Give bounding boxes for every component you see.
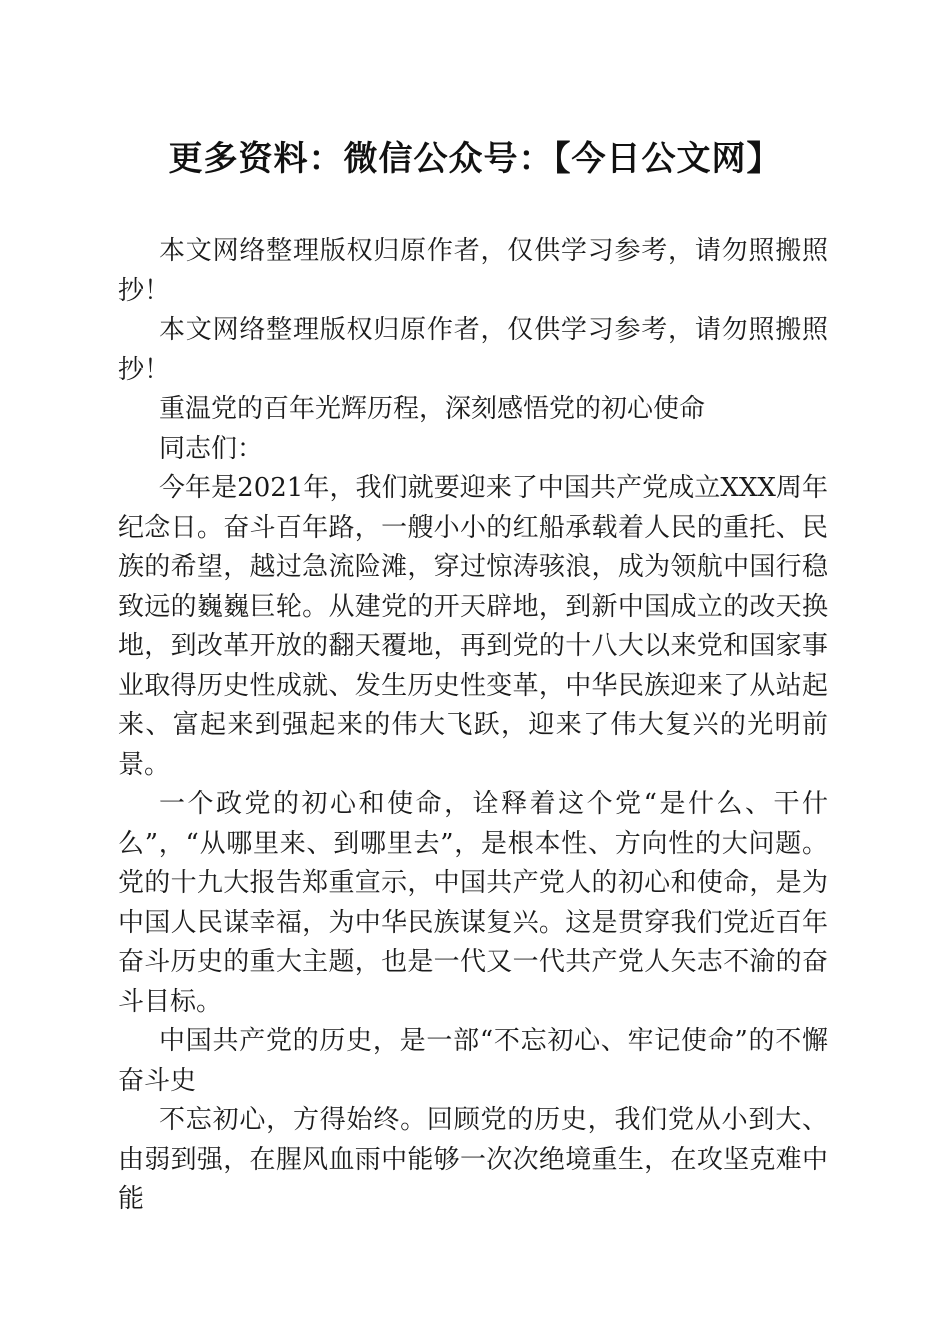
- paragraph-copyright-notice: 本文网络整理版权归原作者，仅供学习参考，请勿照搬照抄！: [118, 236, 828, 306]
- document-title: 更多资料：微信公众号：【今日公文网】: [168, 139, 782, 179]
- paragraph: 今年是2021年，我们就要迎来了中国共产党成立XXX周年纪念日。奋斗百年路，一艘小小的红船承载着人民的重托、民族的希望，越过急流险滩，穿过惊涛骇浪，成为领航中国行稳致远的巍巍巨轮。从建党的开天辟地，到新中国成立的改天换地，到改革开放的翻天覆地，再到党的十八大以来党和国家事业取得历史性成就、发生历史性变革，中华民族迎来了从站起来、富起来到强起来的伟大飞跃，迎来了伟大复兴的光明前景。: [118, 473, 828, 780]
- document-body: [118, 232, 828, 1220]
- paragraph: 一个政党的初心和使命，诠释着这个党“是什么、干什么”，“从哪里来、到哪里去”，是根本性、方向性的大问题。党的十九大报告郑重宣示，中国共产党人的初心和使命，是为中国人民谋幸福，为中华民族谋复兴。这是贯穿我们党近百年奋斗历史的重大主题，也是一代又一代共产党人矢志不渝的奋斗目标。: [118, 789, 828, 1017]
- paragraph-subheading: 中国共产党的历史，是一部“不忘初心、牢记使命”的不懈奋斗史: [118, 1026, 828, 1096]
- paragraph-copyright-notice: 本文网络整理版权归原作者，仅供学习参考，请勿照搬照抄！: [118, 315, 828, 385]
- paragraph-salutation: 同志们：: [159, 433, 264, 464]
- paragraph-heading: 重温党的百年光辉历程，深刻感悟党的初心使命: [159, 394, 706, 424]
- paragraph: 不忘初心，方得始终。回顾党的历史，我们党从小到大、由弱到强，在腥风血雨中能够一次次绝境重生，在攻坚克难中能: [118, 1105, 828, 1214]
